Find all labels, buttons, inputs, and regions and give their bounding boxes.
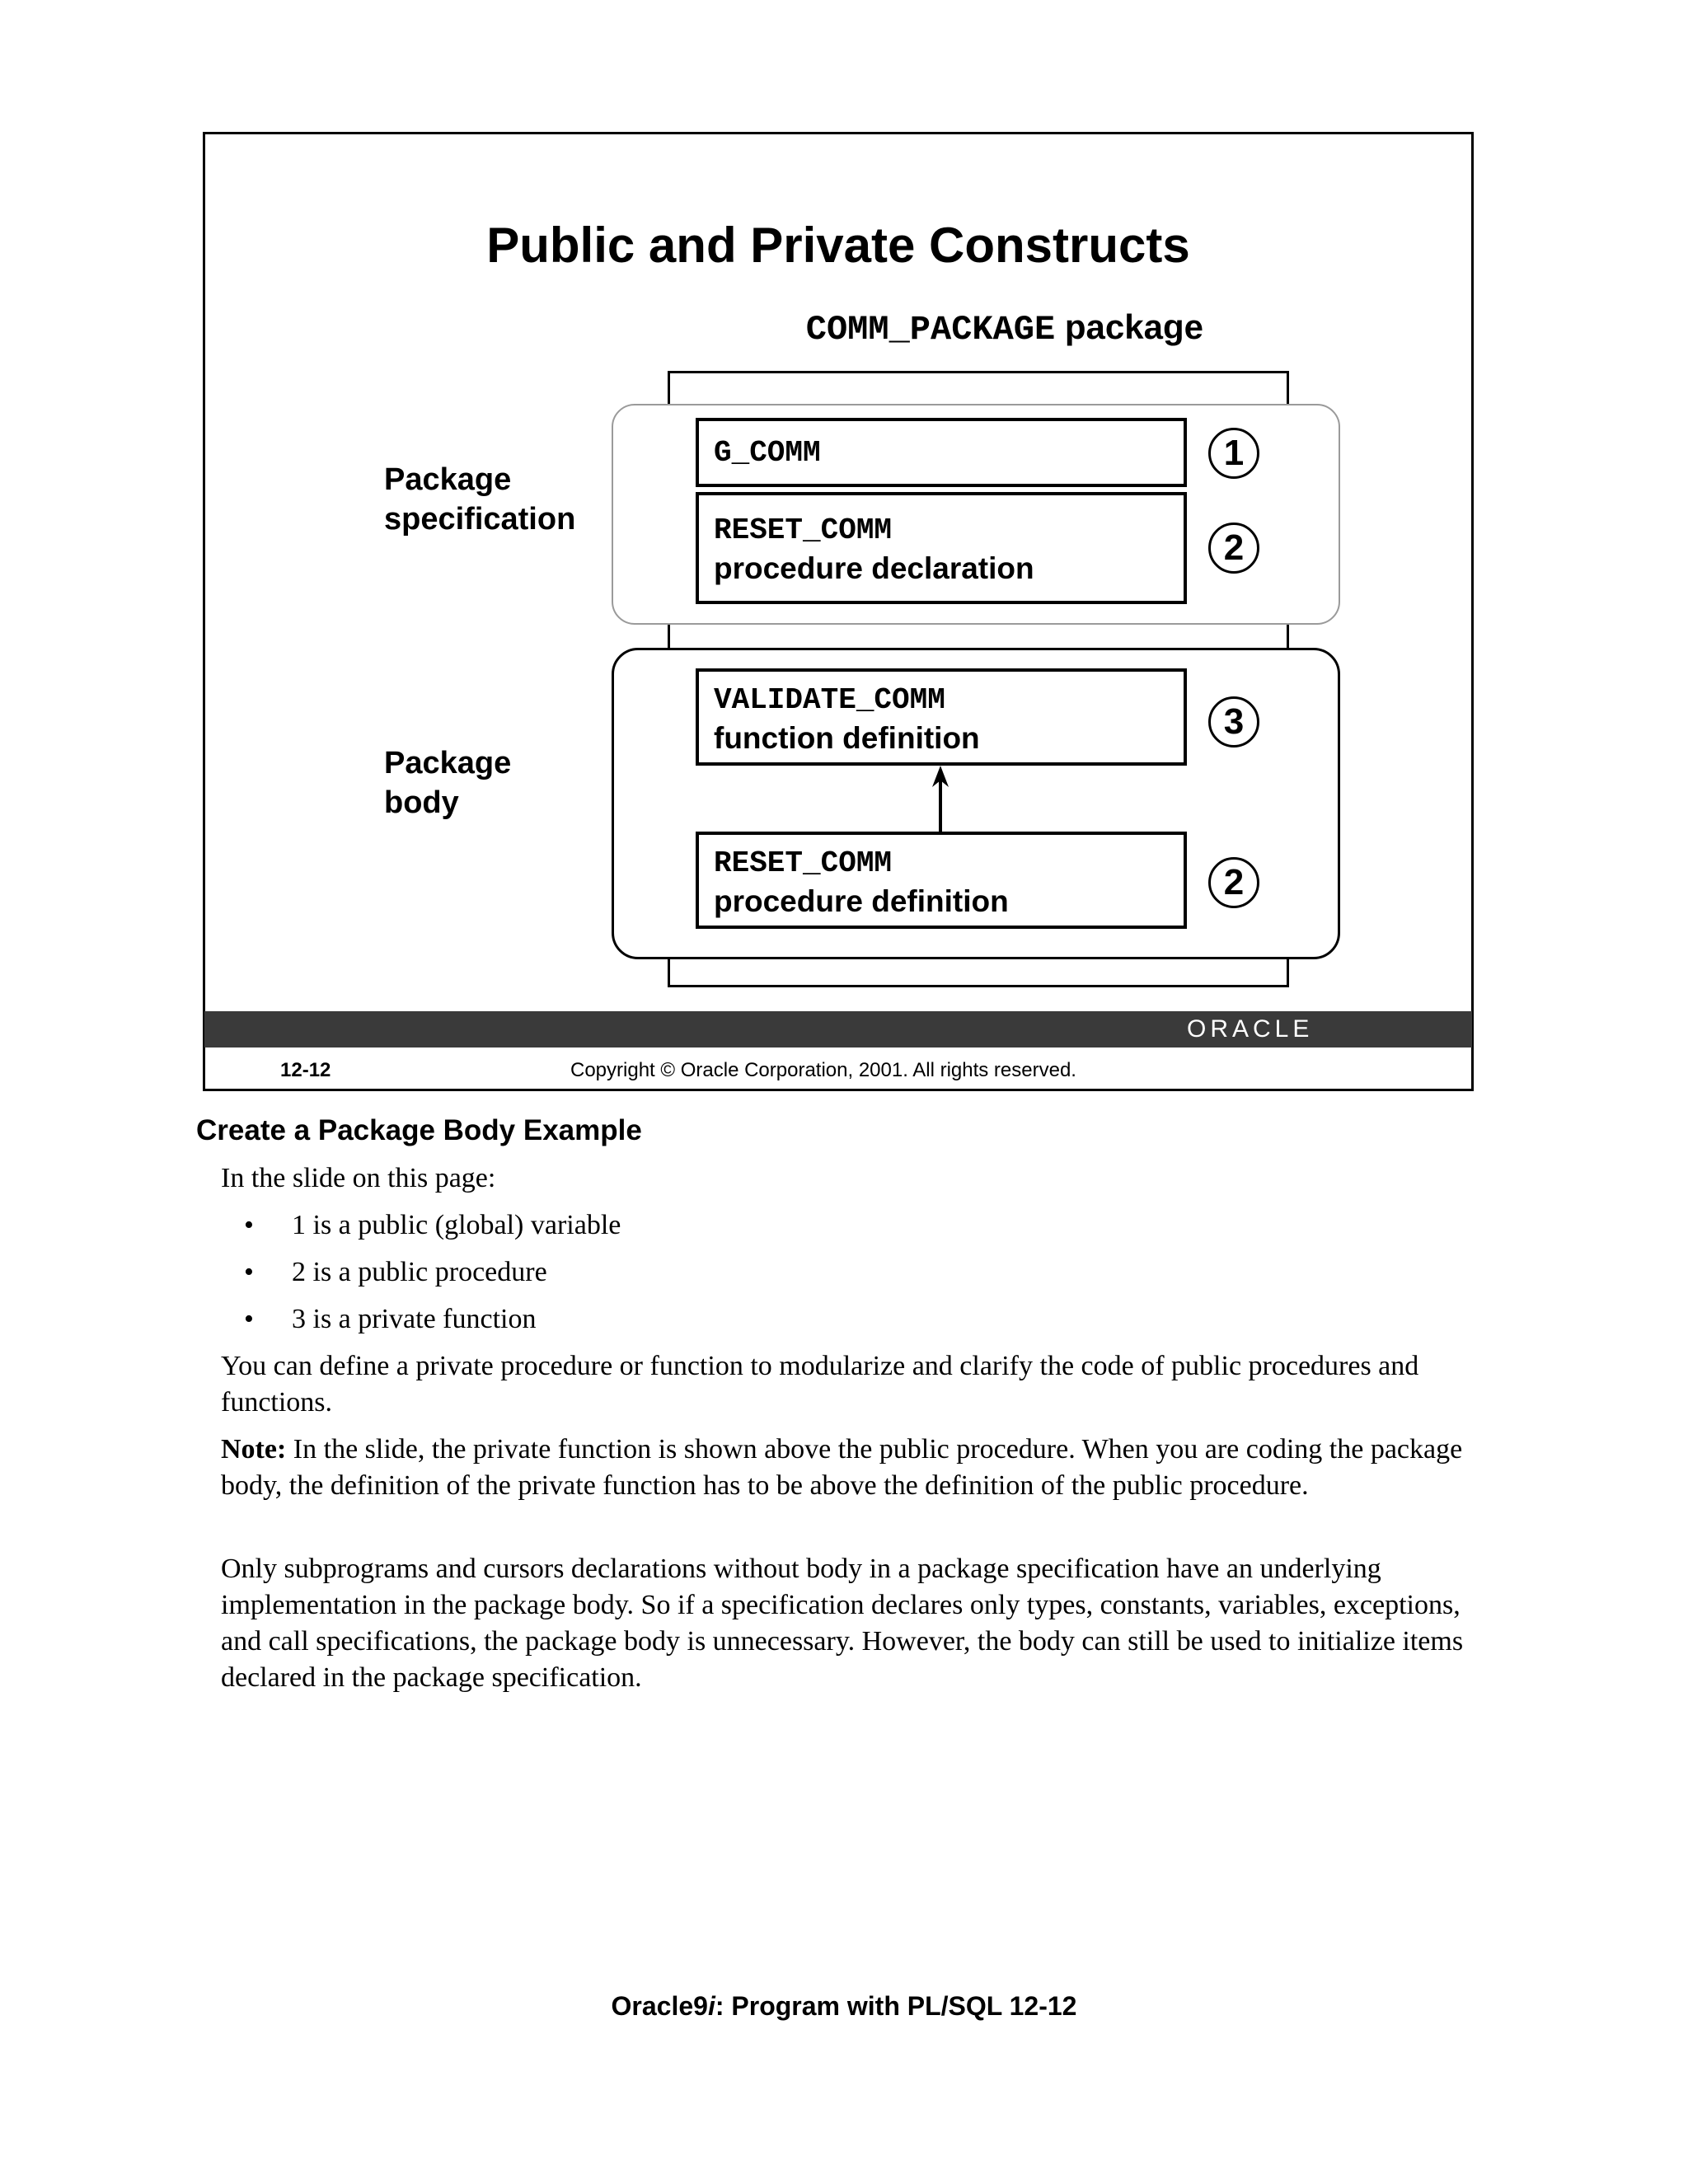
package-word: package: [1055, 307, 1203, 346]
spec-label-line2: specification: [384, 502, 576, 537]
bullet-icon: •: [244, 1210, 254, 1240]
note-text: In the slide, the private function is shown above the public procedure. When you are coding the package body, the definition of the private function has to be above the definition of the public procedure.: [221, 1434, 1463, 1501]
marker-3: 3: [1208, 696, 1259, 748]
notes-heading: Create a Package Body Example: [196, 1114, 642, 1146]
package-name: COMM_PACKAGE: [805, 310, 1056, 349]
spec-label-line1: Package: [384, 462, 512, 497]
slide-title: Public and Private Constructs: [486, 218, 1190, 273]
validate-comm-code: VALIDATE_COMM: [714, 683, 945, 717]
footer-prefix: Oracle9: [611, 1991, 708, 2021]
bullet-item-3: 3 is a private function: [292, 1304, 537, 1334]
notes-intro: In the slide on this page:: [221, 1163, 496, 1193]
slide-number: 12-12: [280, 1059, 331, 1081]
reset-comm-def-desc: procedure definition: [714, 884, 1009, 918]
reset-comm-definition-box: [696, 832, 1187, 929]
bullet-icon: •: [244, 1304, 254, 1334]
notes-paragraph-package-body: Only subprograms and cursors declarations without body in a package specification have an underlying implementation in the package body. So if a specification declares only types, constants, variables, exceptions, and call specifications, the package body is unnecessary. However, the body can still be used to initialize items declared in the package specification.: [221, 1554, 1464, 1693]
notes-note-paragraph: [221, 1432, 1507, 1504]
body-label-line2: body: [384, 785, 459, 820]
notes-paragraph-private-subprograms: You can define a private procedure or function to modularize and clarify the code of public procedures and functions.: [221, 1351, 1419, 1418]
g-comm-code: G_COMM: [714, 436, 821, 470]
g-comm-box: [696, 418, 1187, 487]
marker-2-body: 2: [1208, 857, 1259, 908]
reset-comm-def-code: RESET_COMM: [714, 846, 893, 880]
bullet-icon: •: [244, 1257, 254, 1287]
slide-subtitle: [742, 305, 1203, 352]
reset-comm-declaration-box: [696, 492, 1187, 604]
marker-2-spec: 2: [1208, 523, 1259, 574]
oracle-logo: ORACLE: [1187, 1015, 1314, 1043]
note-label: Note:: [221, 1434, 287, 1465]
page-footer: [0, 1990, 1688, 2022]
footer-suffix: : Program with PL/SQL 12-12: [715, 1991, 1077, 2021]
slide-copyright: Copyright © Oracle Corporation, 2001. All rights reserved.: [570, 1059, 1076, 1081]
footer-italic: i: [707, 1991, 715, 2021]
marker-1: 1: [1208, 428, 1259, 479]
validate-comm-desc: function definition: [714, 721, 980, 755]
arrow-up-icon: [928, 766, 953, 833]
validate-comm-box: [696, 668, 1187, 766]
reset-comm-decl-code: RESET_COMM: [714, 513, 893, 547]
body-label-line1: Package: [384, 746, 512, 780]
reset-comm-decl-desc: procedure declaration: [714, 551, 1034, 585]
bullet-item-1: 1 is a public (global) variable: [292, 1210, 621, 1240]
bullet-item-2: 2 is a public procedure: [292, 1257, 547, 1287]
